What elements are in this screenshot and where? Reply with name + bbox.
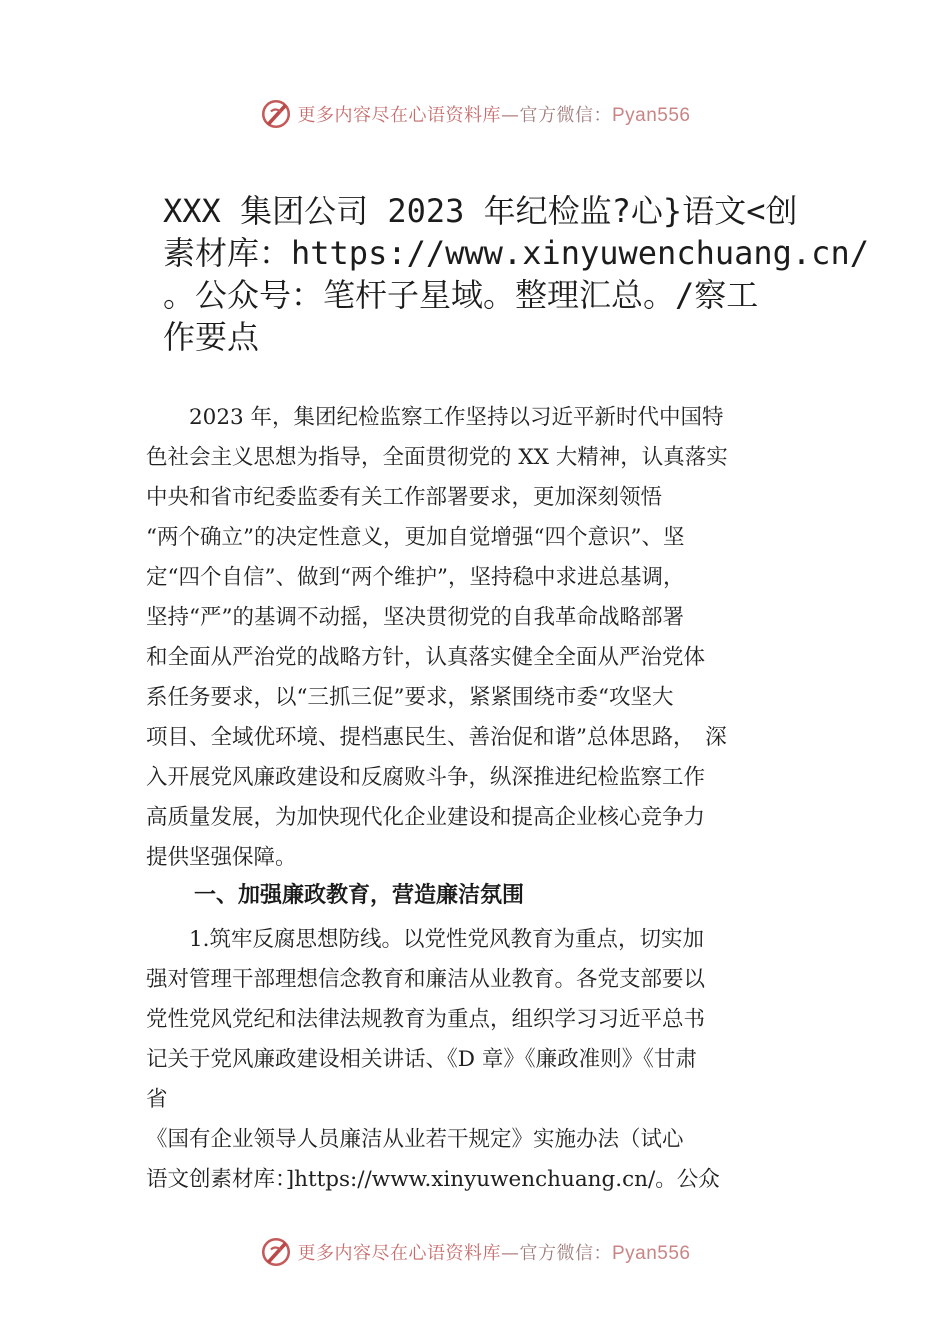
title-line: 作要点	[163, 318, 260, 356]
paragraph-line: 坚持“严”的基调不动摇，坚决贯彻党的自我革命战略部署	[146, 605, 684, 630]
paragraph-line: 和全面从严治党的战略方针，认真落实健全全面从严治党体	[146, 645, 706, 670]
pen-logo-icon	[259, 1235, 293, 1269]
intro-paragraph	[146, 398, 826, 878]
paragraph-line: 项目、全域优环境、提档惠民生、善治促和谐”总体思路， 深	[146, 725, 727, 750]
paragraph-line: 入开展党风廉政建设和反腐败斗争，纵深推进纪检监察工作	[146, 765, 706, 790]
paragraph-line: 2023 年，集团纪检监察工作坚持以习近平新时代中国特	[146, 405, 724, 430]
paragraph-line: 1.筑牢反腐思想防线。以党性党风教育为重点，切实加	[146, 927, 705, 952]
header-watermark	[0, 92, 950, 136]
document-title	[163, 190, 869, 358]
paragraph-line: 党性党风党纪和法律法规教育为重点，组织学习习近平总书	[146, 1007, 706, 1032]
watermark-wechat-id: Pyan556	[611, 105, 691, 126]
paragraph-line: 系任务要求，以“三抓三促”要求，紧紧围绕市委“攻坚大	[146, 685, 674, 710]
watermark-separator: —	[500, 105, 520, 126]
watermark-main: 更多内容尽在心语资料库	[297, 105, 501, 126]
title-line: XXX 集团公司 2023 年纪检监?心}语文<创	[163, 192, 798, 230]
paragraph-line: 色社会主义思想为指导，全面贯彻党的 XX 大精神，认真落实	[146, 445, 728, 470]
section-heading: 一、加强廉政教育，营造廉洁氛围	[194, 883, 525, 908]
watermark-main: 更多内容尽在心语资料库	[297, 1243, 501, 1264]
title-line: 。公众号：笔杆子星域。整理汇总。/察工	[163, 276, 759, 314]
paragraph-line: 省	[146, 1087, 168, 1112]
title-line: 素材库：https://www.xinyuwenchuang.cn/	[163, 234, 869, 272]
paragraph-line: 记关于党风廉政建设相关讲话、《D 章》《廉政准则》《甘肃	[146, 1047, 697, 1072]
section-paragraph	[146, 920, 826, 1200]
paragraph-line: 语文创素材库：]https://www.xinyuwenchuang.cn/。公众	[146, 1167, 720, 1192]
watermark-wechat-label: 官方微信：	[519, 1243, 612, 1264]
paragraph-line: 高质量发展，为加快现代化企业建设和提高企业核心竞争力	[146, 805, 706, 830]
paragraph-line: 中央和省市纪委监委有关工作部署要求，更加深刻领悟	[146, 485, 663, 510]
paragraph-line: 《国有企业领导人员廉洁从业若干规定》实施办法（试心	[146, 1127, 684, 1152]
pen-logo-icon	[259, 97, 293, 131]
paragraph-line: “两个确立”的决定性意义，更加自觉增强“四个意识”、坚	[146, 525, 685, 550]
paragraph-line: 提供坚强保障。	[146, 845, 297, 870]
footer-watermark	[0, 1230, 950, 1274]
watermark-wechat-label: 官方微信：	[519, 105, 612, 126]
watermark-separator: —	[500, 1243, 520, 1264]
watermark-wechat-id: Pyan556	[611, 1243, 691, 1264]
watermark-text	[297, 101, 690, 127]
paragraph-line: 强对管理干部理想信念教育和廉洁从业教育。各党支部要以	[146, 967, 706, 992]
paragraph-line: 定“四个自信”、做到“两个维护”，坚持稳中求进总基调，	[146, 565, 685, 590]
watermark-text	[297, 1239, 690, 1265]
